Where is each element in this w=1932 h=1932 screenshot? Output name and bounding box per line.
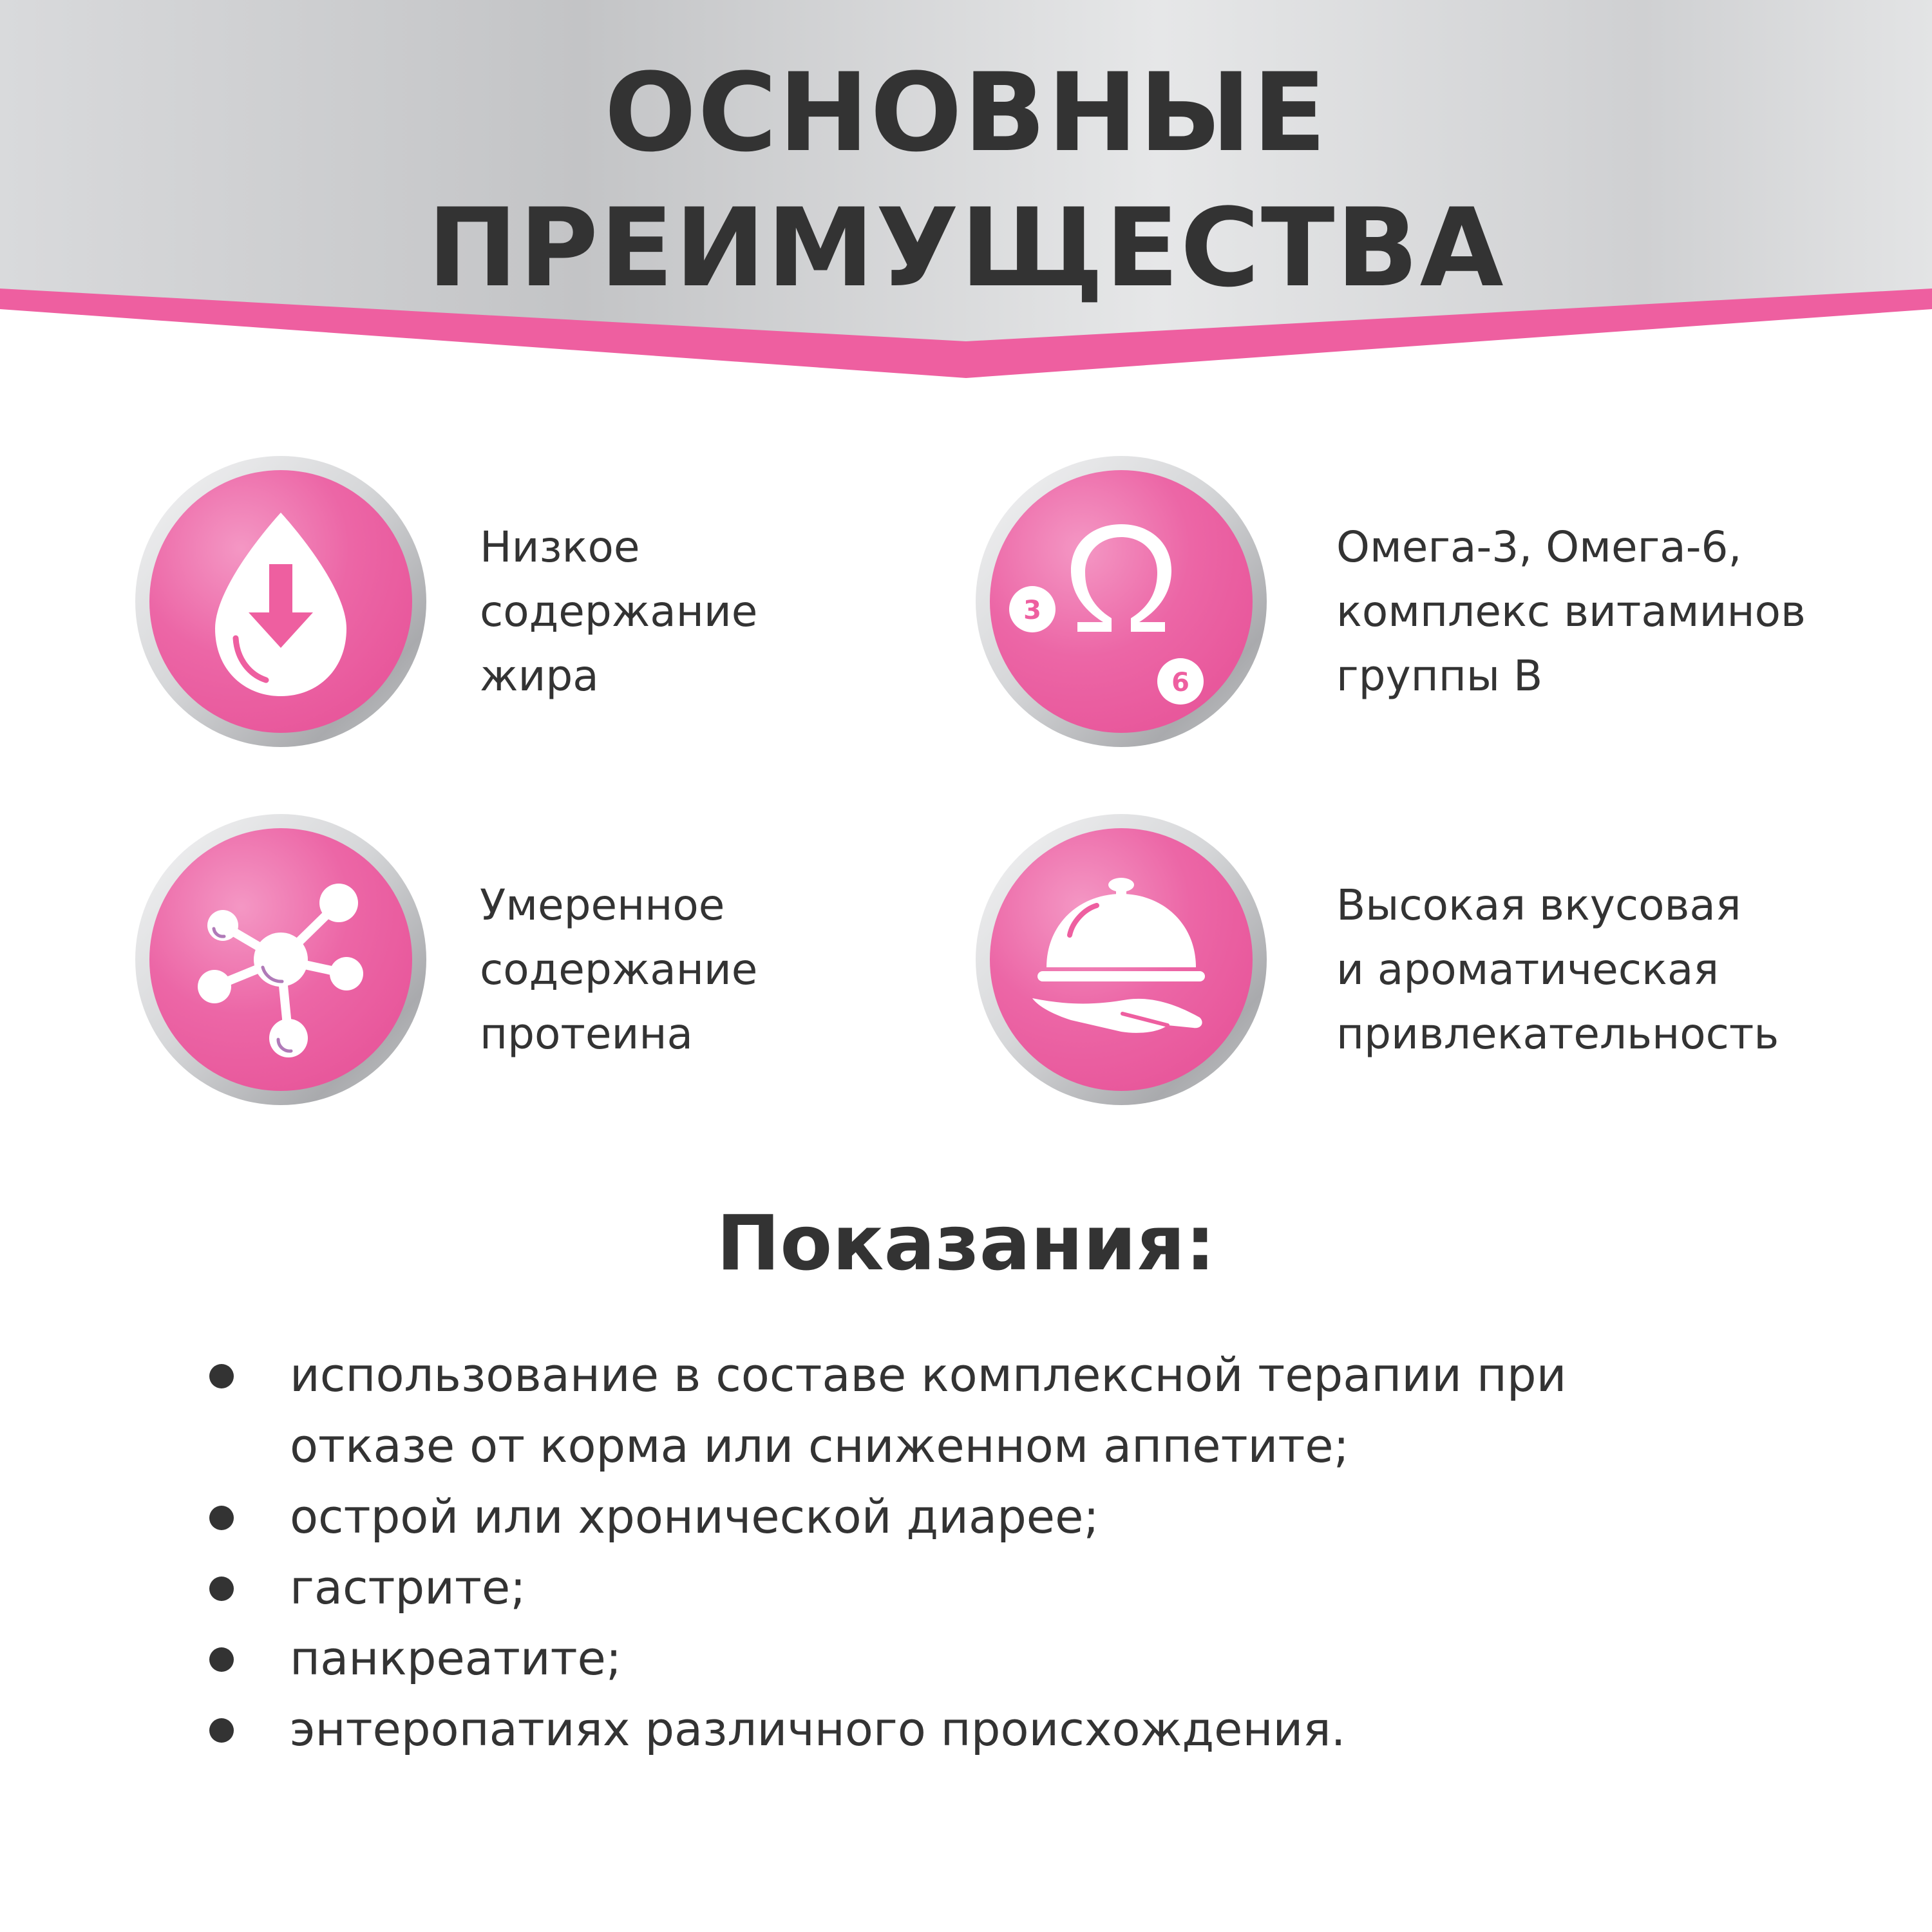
- list-item: [206, 1340, 1752, 1481]
- bullet-icon: [209, 1364, 234, 1388]
- list-item-text: энтеропатиях различного происхождения.: [290, 1702, 1346, 1756]
- feature-text: [1336, 873, 1779, 1066]
- feature-line: привлекательность: [1336, 1009, 1779, 1059]
- list-item: [206, 1481, 1752, 1552]
- feature-line: Высокая вкусовая: [1336, 880, 1741, 930]
- feature-line: содержание: [480, 587, 758, 636]
- feature-line: протеина: [480, 1009, 693, 1059]
- list-item: [206, 1552, 1752, 1623]
- bullet-icon: [209, 1506, 234, 1530]
- bullet-icon: [209, 1718, 234, 1743]
- list-item-text: отказе от корма или сниженном аппетите;: [290, 1419, 1349, 1473]
- feature-line: комплекс витаминов: [1336, 587, 1806, 636]
- feature-line: содержание: [480, 945, 758, 994]
- feature-badge: [134, 813, 428, 1106]
- feature-line: Омега-3, Омега-6,: [1336, 522, 1742, 572]
- feature-text: [480, 515, 757, 708]
- indications-list: [206, 1340, 1752, 1765]
- feature-text: [1336, 515, 1806, 708]
- indications-title: Показания:: [716, 1198, 1216, 1287]
- feature-line: Низкое: [480, 522, 640, 572]
- omega-badge-number: 6: [1171, 668, 1189, 697]
- feature-line: Умеренное: [480, 880, 725, 930]
- list-item-text: гастрите;: [290, 1560, 526, 1615]
- feature-badge: [134, 455, 428, 748]
- feature-badge: [974, 813, 1268, 1106]
- bullet-icon: [209, 1647, 234, 1672]
- feature-line: и ароматическая: [1336, 945, 1719, 994]
- feature-text: [480, 873, 757, 1066]
- feature-line: жира: [480, 651, 599, 701]
- feature-line: группы В: [1336, 651, 1543, 701]
- page-title: [0, 45, 1932, 316]
- omega-badge-number: 3: [1023, 596, 1041, 625]
- page-title-line2: ПРЕИМУЩЕСТВА: [427, 185, 1505, 311]
- header-banner: [0, 0, 1932, 386]
- list-item: [206, 1623, 1752, 1694]
- list-item-text: панкреатите;: [290, 1631, 622, 1685]
- list-item-text: использование в составе комплексной терапии при: [290, 1348, 1567, 1402]
- list-item: [206, 1694, 1752, 1765]
- feature-badge: [974, 455, 1268, 748]
- bullet-icon: [209, 1577, 234, 1601]
- list-item-text: острой или хронической диарее;: [290, 1490, 1099, 1544]
- page-title-line1: ОСНОВНЫЕ: [604, 50, 1328, 176]
